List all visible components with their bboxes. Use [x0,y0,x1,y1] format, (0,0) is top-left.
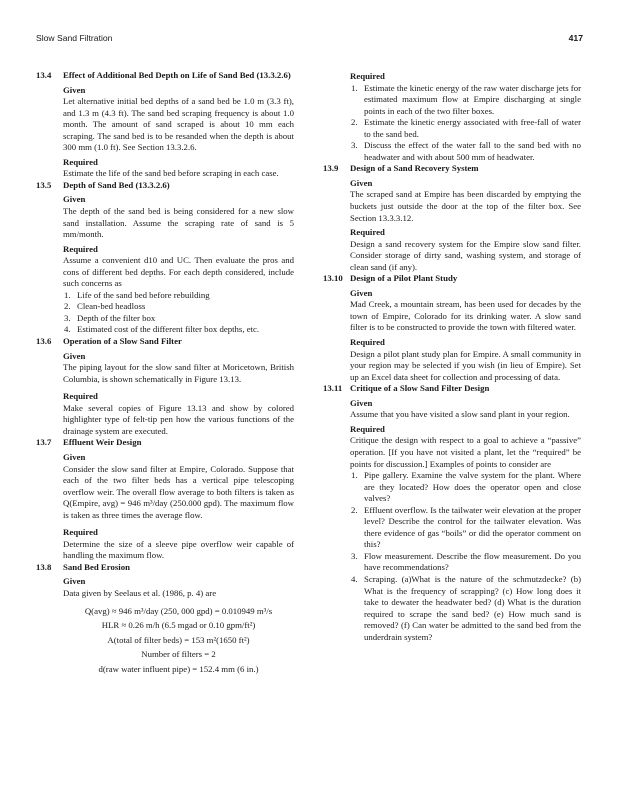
list-item: 1. Estimate the kinetic energy of the raw water discharge jets for estimated maximum flow at Empire discharging at single points in each of the two filter boxes. [351,82,581,116]
list-item: 3. Discuss the effect of the water fall to the sand bed with no headwater and with about 500 mm of headwater. [351,140,581,162]
list-item: 2. Effluent overflow. Is the tailwater weir elevation at the proper level? Describe the control for the tailwater elevation. Was there evidence of gas “boils” or did the operator comment on this? [351,504,581,550]
problem-title-text: Design of a Sand Recovery System [350,163,479,174]
given-text: Consider the slow sand filter at Empire, Colorado. Suppose that each of the two filter beds has a vertical pipe telescoping overflow weir. The overall flow average to both filters is taken as Q(Empire, avg) = 946 m³/day (250.000 gpd). The maximum flow is taken as three times the average flow. [63,463,294,520]
required-text: Design a sand recovery system for the Empire slow sand filter. Consider storage of dirty sand, washing system, and storage of clean sand (if any). [350,238,581,272]
required-text: Determine the size of a sleeve pipe overflow weir capable of handling the maximum flow. [63,538,294,561]
problem-number: 13.9 [323,163,339,174]
problem-number: 13.7 [36,437,52,448]
given-text: The piping layout for the slow sand filter at Moricetown, British Columbia, is shown schematically in Figure 13.13. [63,362,294,384]
points-list [350,470,581,643]
problem-13-8-continued [323,71,581,163]
list-item: 1. Pipe gallery. Examine the valve system for the plant. Where are they located? How does the operator open and close valves? [351,470,581,504]
problem-title-text: Depth of Sand Bed (13.3.2.6) [63,179,170,190]
list-item: 3. Depth of the filter box [64,312,156,323]
problem-title-text: Effect of Additional Bed Depth on Life of Sand Bed (13.3.2.6) [63,70,291,80]
required-text: Estimate the life of the sand bed before scraping in each case. [63,168,279,179]
problem-13-4 [36,70,294,180]
list-item: 4. Scraping. (a)What is the nature of the schmutzdecke? (b) What is the frequency of scrapping? (c) How long does it take to dewater the headwater bed? (d) What is the duration required to scrape the sand bed? (e) How much sand is removed? (f) Can water be admitted to the sand bed from the underdrain system? [351,573,581,642]
problem-number: 13.11 [323,383,343,394]
problem-13-10 [323,273,581,383]
problem-13-7 [36,437,294,561]
list-item: 2. Estimate the kinetic energy associated with free-fall of water to the sand bed. [351,117,581,139]
required-heading: Required [350,337,385,348]
given-heading: Given [350,177,373,188]
equation: Number of filters = 2 [141,649,216,660]
list-item: 1. Life of the sand bed before rebuilding [64,289,210,300]
right-column [323,70,581,643]
problem-number: 13.5 [36,179,52,190]
problem-13-8 [36,562,294,675]
list-item: 4. Estimated cost of the different filter box depths, etc. [64,324,260,335]
required-heading: Required [63,527,98,538]
given-heading: Given [63,194,86,205]
list-item: 2. Clean-bed headloss [64,301,146,312]
running-title: Slow Sand Filtration [36,33,113,43]
given-heading: Given [63,350,86,361]
given-heading: Given [63,576,86,587]
problem-13-9 [323,163,581,273]
given-heading: Given [63,451,86,462]
problem-title [323,383,581,395]
problem-title-text: Design of a Pilot Plant Study [350,273,458,284]
problem-13-5 [36,180,294,336]
list-item: 3. Flow measurement. Describe the flow measurement. Do you have recommendations? [351,550,581,573]
required-heading: Required [350,227,385,238]
given-heading: Given [350,287,373,298]
page-number: 417 [568,33,583,43]
required-heading: Required [350,71,385,81]
given-heading: Given [63,84,86,95]
left-column [36,70,294,678]
required-heading: Required [350,423,385,434]
problem-title-text: Critique of a Slow Sand Filter Design [350,383,490,394]
problem-title [36,180,294,192]
problem-number: 13.8 [36,561,52,572]
problem-title-text: Operation of a Slow Sand Filter [63,336,182,347]
given-text: Mad Creek, a mountain stream, has been used for decades by the town of Empire, Colorado for its drinking water. A slow sand filter is to be constructed to provide the town with filtered water. [350,299,581,333]
problem-title-text: Effluent Weir Design [63,437,142,448]
problem-title [36,336,294,348]
required-text: Make several copies of Figure 13.13 and show by colored highlighter type of felt-tip pen how the various functions of the drainage system are executed. [63,402,294,436]
problem-title-text: Sand Bed Erosion [63,561,130,572]
equation: Q(avg) ≈ 946 m³/day (250, 000 gpd) = 0.010949 m³/s [84,605,273,616]
problem-13-11 [323,383,581,643]
problem-title [36,70,294,82]
required-text: Critique the design with respect to a goal to achieve a “passive” operation. [If you have not visited a plant, let the “required” be points for discussion.] Examples of points to consider are [350,435,581,469]
equation: d(raw water influent pipe) = 152.4 mm (6 in.) [98,663,259,674]
given-text: Let alternative initial bed depths of a sand bed be 1.0 m (3.3 ft), and 1.3 m (4.3 ft). The sand bed scraping frequency is about 1.0 month. The amount of sand scraped is about 10 mm each scraping. The sand bed is to be resanded when the depth is about 300 mm (1.0 ft). See Section 13.3.2.6. [63,96,294,153]
problem-title [36,437,294,449]
required-text: Design a pilot plant study plan for Empire. A small community in your region may be selected if you wish (in lieu of Empire). Set up an Excel data sheet for collection and processing of data. [350,348,581,382]
required-heading: Required [63,391,98,402]
problem-title [36,562,294,574]
problem-number: 13.4 [36,70,52,80]
problem-title [323,273,581,285]
required-text: Assume a convenient d10 and UC. Then evaluate the pros and cons of different bed depths. For each depth considered, include such concerns as [63,255,294,289]
concerns-list [63,290,294,336]
required-heading: Required [63,156,98,167]
given-heading: Given [350,397,373,408]
required-list [350,83,581,164]
given-text: The depth of the sand bed is being considered for a new slow sand installation. Assume the scraping rate of sand is 5 mm/month. [63,206,294,240]
problem-number: 13.6 [36,336,52,347]
given-text: Assume that you have visited a slow sand plant in your region. [350,409,570,420]
equation: HLR ≈ 0.26 m/h (6.5 mgad or 0.10 gpm/ft²) [101,620,256,631]
given-text: The scraped sand at Empire has been discarded by emptying the buckets just outside the door at the top of the filter box. See Section 13.3.3.12. [350,189,581,223]
problem-number: 13.10 [323,273,343,284]
required-heading: Required [63,243,98,254]
problem-13-6 [36,336,294,437]
equation: A(total of filter beds) = 153 m²(1650 ft²) [107,634,250,645]
given-text: Data given by Seelaus et al. (1986, p. 4) are [63,587,217,598]
problem-title [323,163,581,175]
